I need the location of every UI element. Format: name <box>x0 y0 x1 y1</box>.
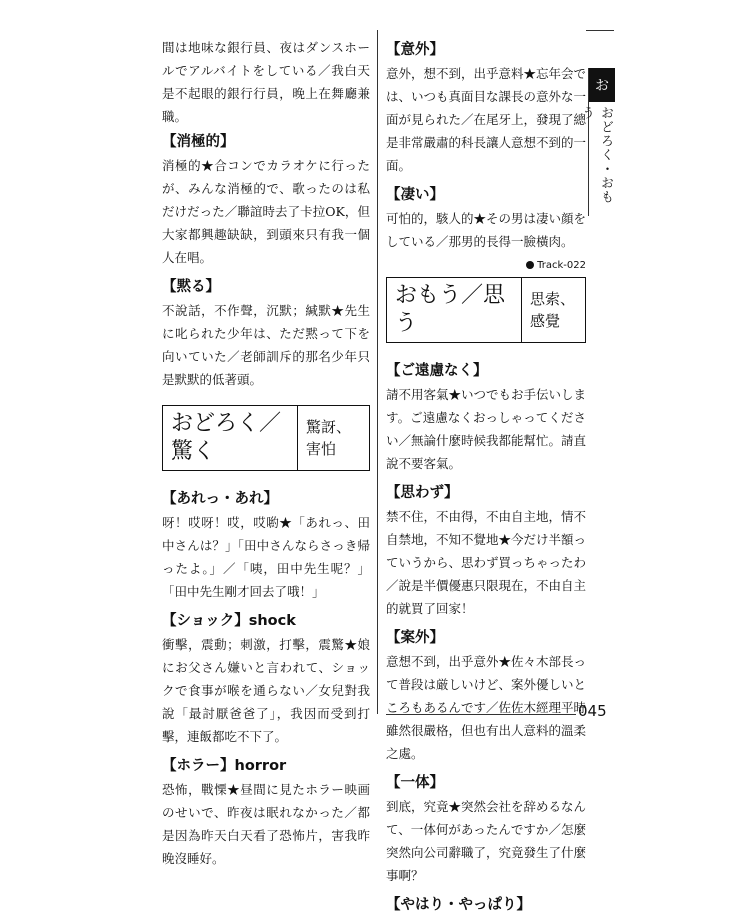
audio-disc-icon <box>526 261 534 269</box>
right-column <box>386 36 586 923</box>
entry-damaru <box>162 275 370 391</box>
entry-headword: 【ホラー】horror <box>162 758 287 774</box>
entry-headword: 【やはり・やっぱり】 <box>386 897 531 913</box>
entry-headword: 【ショック】shock <box>162 613 296 629</box>
entry-text: 不說話，不作聲，沉默；緘默★先生に叱られた少年は、ただ黙って下を向いていた／老師訓斥的那名少年只是默默的低著頭。 <box>162 303 370 387</box>
entry-headword: 【凄い】 <box>386 187 444 203</box>
tab-top-rule <box>586 30 614 31</box>
footer-rule <box>386 714 576 715</box>
entry-sugoi <box>386 183 586 253</box>
entry-ittai <box>386 771 586 887</box>
entry-text: 意想不到，出乎意外★佐々木部長って普段は厳しいけど、案外優しいところもあるんです／佐佐木經理平時雖然很嚴格，但也有出人意料的溫柔之處。 <box>386 654 587 761</box>
section-headword: おもう／思う <box>387 278 522 342</box>
section-headword: おどろく／驚く <box>163 406 298 470</box>
entry-text: 衝擊，震動；刺激，打擊，震驚★娘にお父さん嫌いと言われて、ショックで食事が喉を通らない／女兒對我說「最討厭爸爸了」，我因而受到打擊，連飯都吃不下了。 <box>162 637 370 744</box>
entry-text: 到底，究竟★突然会社を辞めるなんて、一体何があったんですか／怎麼突然向公司辭職了，究竟發生了什麼事啊？ <box>386 799 587 883</box>
continued-text: 間は地味な銀行員、夜はダンスホールでアルバイトをしている／我白天是不起眼的銀行行員，晚上在舞廳兼職。 <box>162 40 370 124</box>
section-box-omou <box>386 277 586 343</box>
entry-headword: 【案外】 <box>386 630 444 646</box>
section-meaning: 思索、感覺 <box>530 290 576 330</box>
entry-headword: 【思わず】 <box>386 485 459 501</box>
entry-shoukyokuteki <box>162 130 370 269</box>
section-meaning: 驚訝、害怕 <box>306 418 352 458</box>
page-number: 045 <box>578 702 607 720</box>
entry-omowazu <box>386 481 586 620</box>
entry-are <box>162 487 370 603</box>
audio-track-label <box>386 259 586 273</box>
entry-text: 恐怖，戰慄★昼間に見たホラー映画のせいで、昨夜は眠れなかった／都是因為昨天白天看了恐怖片，害我昨晚沒睡好。 <box>162 782 370 866</box>
tab-label: おどろく・おもう <box>579 106 613 204</box>
entry-text: 消極的★合コンでカラオケに行ったが、みんな消極的で、歌ったのは私だけだった／聯誼時去了卡拉OK，但大家都興趣缺缺，到頭來只有我一個人在唱。 <box>162 158 370 265</box>
left-column <box>162 36 370 876</box>
entry-headword: 【ご遠慮なく】 <box>386 363 488 379</box>
entry-igai <box>386 38 586 177</box>
entry-headword: 【消極的】 <box>162 134 235 150</box>
entry-headword: 【あれっ・あれ】 <box>162 491 278 507</box>
entry-headword: 【一体】 <box>386 775 444 791</box>
entry-horror <box>162 754 370 870</box>
entry-text: 請不用客氣★いつでもお手伝いします。ご遠慮なくおっしゃってください／無論什麼時候我都能幫忙。請直說不要客氣。 <box>386 387 587 471</box>
section-box-odoroku <box>162 405 370 471</box>
entry-angai <box>386 626 586 765</box>
entry-headword: 【意外】 <box>386 42 444 58</box>
track-number: Track-022 <box>537 260 586 271</box>
entry-text: 意外，想不到，出乎意料★忘年会では、いつも真面目な課長の意外な一面が見られた／在尾牙上，發現了總是非常嚴肅的科長讓人意想不到的一面。 <box>386 66 587 173</box>
tab-letter: お <box>589 68 615 102</box>
entry-text: 禁不住，不由得，不由自主地，情不自禁地，不知不覺地★今だけ半額っていうから、思わず買っちゃったわ／說是半價優惠只限現在，不由自主的就買了回家！ <box>386 509 587 616</box>
entry-shock <box>162 609 370 748</box>
entry-goenryonaku <box>386 359 586 475</box>
entry-yahari <box>386 893 586 917</box>
entry-headword: 【黙る】 <box>162 279 220 295</box>
entry-text: 呀！哎呀！哎，哎喲★「あれっ、田中さんは？」「田中さんならさっき帰ったよ。」／「咦，田中先生呢？」「田中先生剛才回去了哦！」 <box>162 515 370 599</box>
column-divider <box>377 30 378 714</box>
index-tab <box>579 68 615 216</box>
entry-text: 可怕的，駭人的★その男は凄い顔をしている／那男的長得一臉橫肉。 <box>386 211 587 249</box>
